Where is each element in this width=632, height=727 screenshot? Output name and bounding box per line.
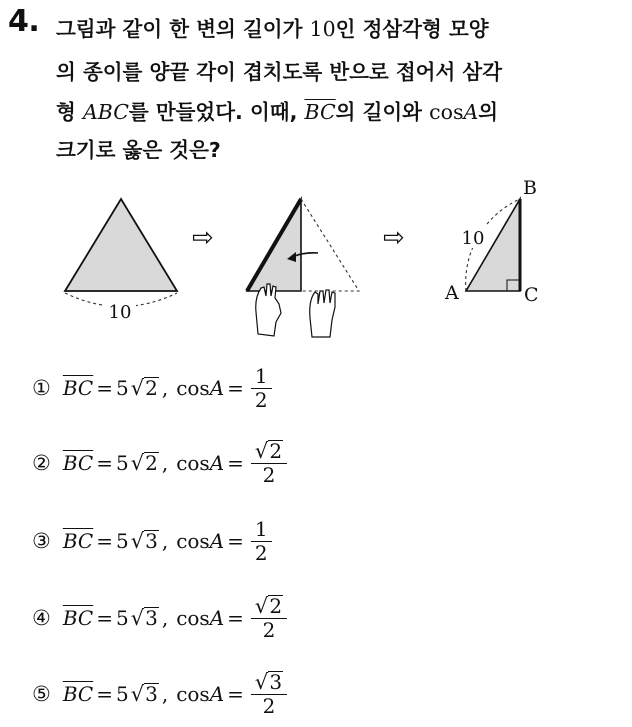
equilateral-triangle	[65, 199, 177, 291]
denominator: 2	[262, 463, 276, 487]
radicand: 3	[145, 682, 158, 706]
question-text: 의	[478, 100, 499, 124]
denominator: 2	[254, 540, 268, 565]
sqrt-icon: √ 3	[130, 606, 158, 630]
cos-function: cos	[176, 451, 210, 475]
folding-figure	[0, 0, 632, 350]
numerator	[251, 440, 287, 464]
fraction	[251, 671, 287, 717]
cos-function: cos	[176, 529, 210, 553]
coefficient: 5	[115, 606, 129, 630]
segment-bc: $\overline{BC}$	[304, 100, 336, 124]
sqrt-icon: √ 2	[130, 451, 158, 475]
choice-1[interactable]: ① $\overline{BC}$ = 5 √ 2 , cos A = $\frac{1}{2}$	[32, 362, 272, 414]
choice-marker: ②	[32, 451, 51, 475]
radicand: 2	[269, 439, 283, 463]
numerator	[251, 595, 287, 619]
question-text: 를 만들었다. 이때,	[128, 100, 305, 124]
question-text: 인 정삼각형 모양	[335, 17, 489, 41]
angle-a: A	[209, 376, 225, 400]
sqrt-icon: √ 2	[254, 594, 283, 618]
segment-bc: $\overline{BC}$	[62, 682, 94, 706]
side-length-value: 10	[309, 17, 336, 41]
cos-function: cos	[429, 100, 464, 124]
segment-bc: $\overline{BC}$	[62, 376, 94, 400]
vertex-c-label: C	[524, 284, 539, 306]
sqrt-icon: √ 3	[130, 529, 158, 553]
denominator: 2	[262, 694, 276, 718]
radicand: 2	[145, 376, 158, 400]
triangle-name: ABC	[82, 100, 129, 124]
equals-sign: =	[96, 376, 113, 400]
arrow-right-icon: ⇨	[383, 223, 405, 253]
question-line-4: 크기로 옳은 것은?	[56, 138, 221, 162]
angle-a: A	[209, 682, 225, 706]
angle-a: A	[463, 100, 479, 124]
segment-bc: $\overline{BC}$	[62, 606, 94, 630]
sqrt-icon: √ 2	[254, 439, 283, 463]
radicand: 2	[145, 451, 158, 475]
choice-5[interactable]: ⑤ $\overline{BC}$ = 5 √ 3 , cos A = √ 3 2	[32, 668, 287, 720]
numerator: 1	[251, 366, 272, 389]
angle-a: A	[209, 451, 225, 475]
radicand: 3	[269, 670, 283, 694]
fraction	[251, 595, 287, 641]
arrow-right-icon: ⇨	[192, 223, 214, 253]
numerator	[251, 671, 287, 695]
equals-sign: =	[96, 682, 113, 706]
radicand: 3	[145, 606, 158, 630]
sqrt-icon: √ 3	[254, 670, 283, 694]
question-text: 형	[56, 100, 83, 124]
hypotenuse-label: 10	[461, 228, 485, 249]
choice-marker: ③	[32, 529, 51, 553]
vertex-a-label: A	[445, 282, 459, 304]
angle-a: A	[209, 606, 225, 630]
cos-function: cos	[176, 376, 210, 400]
question-text: 그림과 같이 한 변의 길이가	[56, 17, 310, 41]
choice-3[interactable]: ③ $\overline{BC}$ = 5 √ 3 , cos A = $\frac{1}{2}$	[32, 515, 272, 567]
right-hand-icon	[310, 290, 335, 337]
cos-function: cos	[176, 682, 210, 706]
sqrt-icon: √ 2	[130, 376, 158, 400]
radicand: 2	[269, 594, 283, 618]
fraction	[251, 516, 272, 565]
vertex-b-label: B	[523, 177, 537, 199]
coefficient: 5	[115, 529, 129, 553]
choice-4[interactable]: ④ $\overline{BC}$ = 5 √ 3 , cos A = √ 2 2	[32, 592, 287, 644]
denominator: 2	[254, 387, 268, 412]
side-length-label: 10	[108, 302, 132, 323]
choice-marker: ①	[32, 376, 51, 400]
segment-bc: $\overline{BC}$	[62, 451, 94, 475]
angle-a: A	[209, 529, 225, 553]
fraction	[251, 440, 287, 486]
fraction	[251, 363, 272, 412]
coefficient: 5	[115, 682, 129, 706]
choice-marker: ④	[32, 606, 51, 630]
segment-bc: $\overline{BC}$	[62, 529, 94, 553]
choice-2[interactable]: ② $\overline{BC}$ = 5 √ 2 , cos A = √ 2 2	[32, 437, 287, 489]
coefficient: 5	[115, 376, 129, 400]
choice-marker: ⑤	[32, 682, 51, 706]
coefficient: 5	[115, 451, 129, 475]
cos-function: cos	[176, 606, 210, 630]
equals-sign: =	[96, 451, 113, 475]
question-number: 4.	[8, 4, 40, 39]
equals-sign: =	[96, 529, 113, 553]
unfolded-half-outline	[301, 199, 359, 291]
radicand: 3	[145, 529, 158, 553]
numerator: 1	[251, 519, 272, 542]
equals-sign: =	[96, 606, 113, 630]
denominator: 2	[262, 618, 276, 642]
question-line-2: 의 종이를 양끝 각이 겹치도록 반으로 접어서 삼각	[56, 60, 503, 84]
sqrt-icon: √ 3	[130, 682, 158, 706]
question-text: 의 길이와	[335, 100, 430, 124]
